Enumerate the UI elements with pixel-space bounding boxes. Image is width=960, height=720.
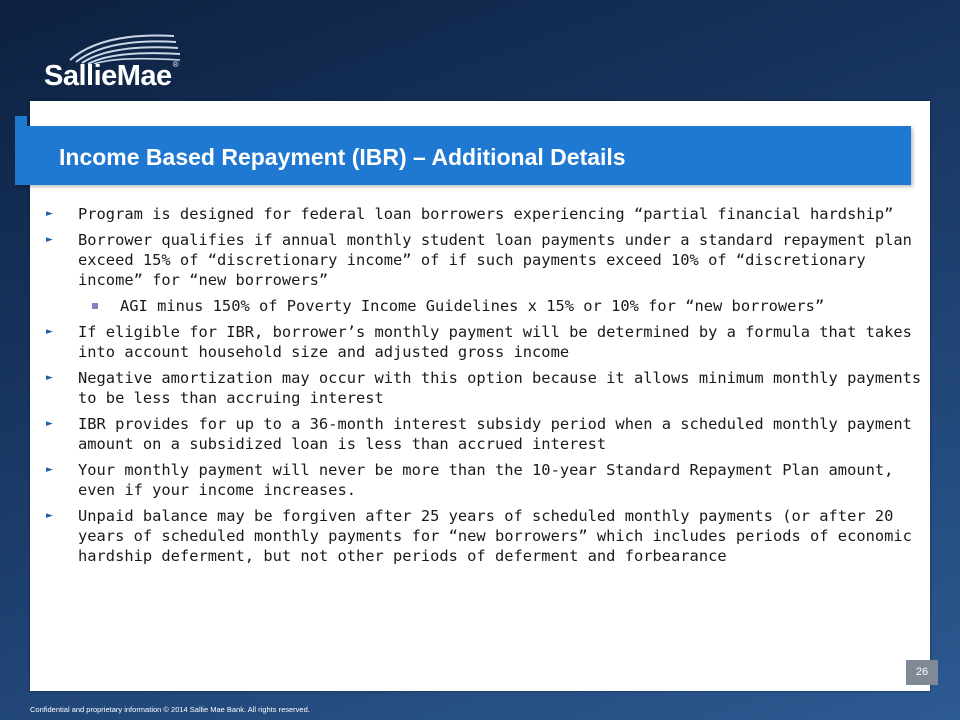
bullet-text: Borrower qualifies if annual monthly student loan payments under a standard repayment plan exceed 15% of “discretionary income” of if such payments exceed 10% of “discretionary income” for “new borrowers” — [78, 231, 912, 289]
bullet-text: Program is designed for federal loan borrowers experiencing “partial financial hardship” — [78, 205, 894, 223]
bullet-text: Negative amortization may occur with this option because it allows minimum monthly payments to be less than accruing interest — [78, 369, 922, 407]
bullet-text: If eligible for IBR, borrower’s monthly payment will be determined by a formula that takes into account household size and adjusted gross income — [78, 323, 912, 361]
right-triangle-icon: ► — [46, 511, 53, 521]
title-bar — [15, 126, 911, 185]
page-number-badge: 26 — [906, 660, 938, 685]
bullet-item — [44, 414, 924, 454]
bullet-text: IBR provides for up to a 36-month interest subsidy period when a scheduled monthly payment amount on a subsidized loan is less than accrued interest — [78, 415, 912, 453]
slide-title: Income Based Repayment (IBR) – Additional Details — [59, 144, 626, 170]
bullet-text: Unpaid balance may be forgiven after 25 years of scheduled monthly payments (or after 20 years of scheduled monthly payments for “new borrowers” which includes periods of economic hardship deferment, but not other periods of deferment and forbearance — [78, 507, 912, 565]
sallie-mae-logo — [44, 30, 184, 94]
sub-bullet-text: AGI minus 150% of Poverty Income Guidelines x 15% or 10% for “new borrowers” — [120, 297, 825, 315]
bullet-item — [44, 368, 924, 408]
right-triangle-icon: ► — [46, 209, 53, 219]
bullet-item — [44, 204, 924, 224]
square-icon — [92, 303, 98, 309]
bullet-list — [44, 204, 924, 572]
logo-wordmark: SallieMae® — [44, 60, 179, 92]
right-triangle-icon: ► — [46, 235, 53, 245]
sub-bullet-item — [44, 296, 924, 316]
right-triangle-icon: ► — [46, 373, 53, 383]
right-triangle-icon: ► — [46, 419, 53, 429]
bullet-item — [44, 506, 924, 566]
logo-arcs-icon — [62, 30, 182, 64]
right-triangle-icon: ► — [46, 327, 53, 337]
bullet-item — [44, 230, 924, 290]
bullet-item — [44, 322, 924, 362]
bullet-text: Your monthly payment will never be more than the 10-year Standard Repayment Plan amount, even if your income increases. — [78, 461, 894, 499]
bullet-item — [44, 460, 924, 500]
right-triangle-icon: ► — [46, 465, 53, 475]
footer-copyright: Confidential and proprietary information © 2014 Sallie Mae Bank. All rights reserved. — [30, 705, 310, 714]
title-tab-accent — [15, 116, 27, 126]
